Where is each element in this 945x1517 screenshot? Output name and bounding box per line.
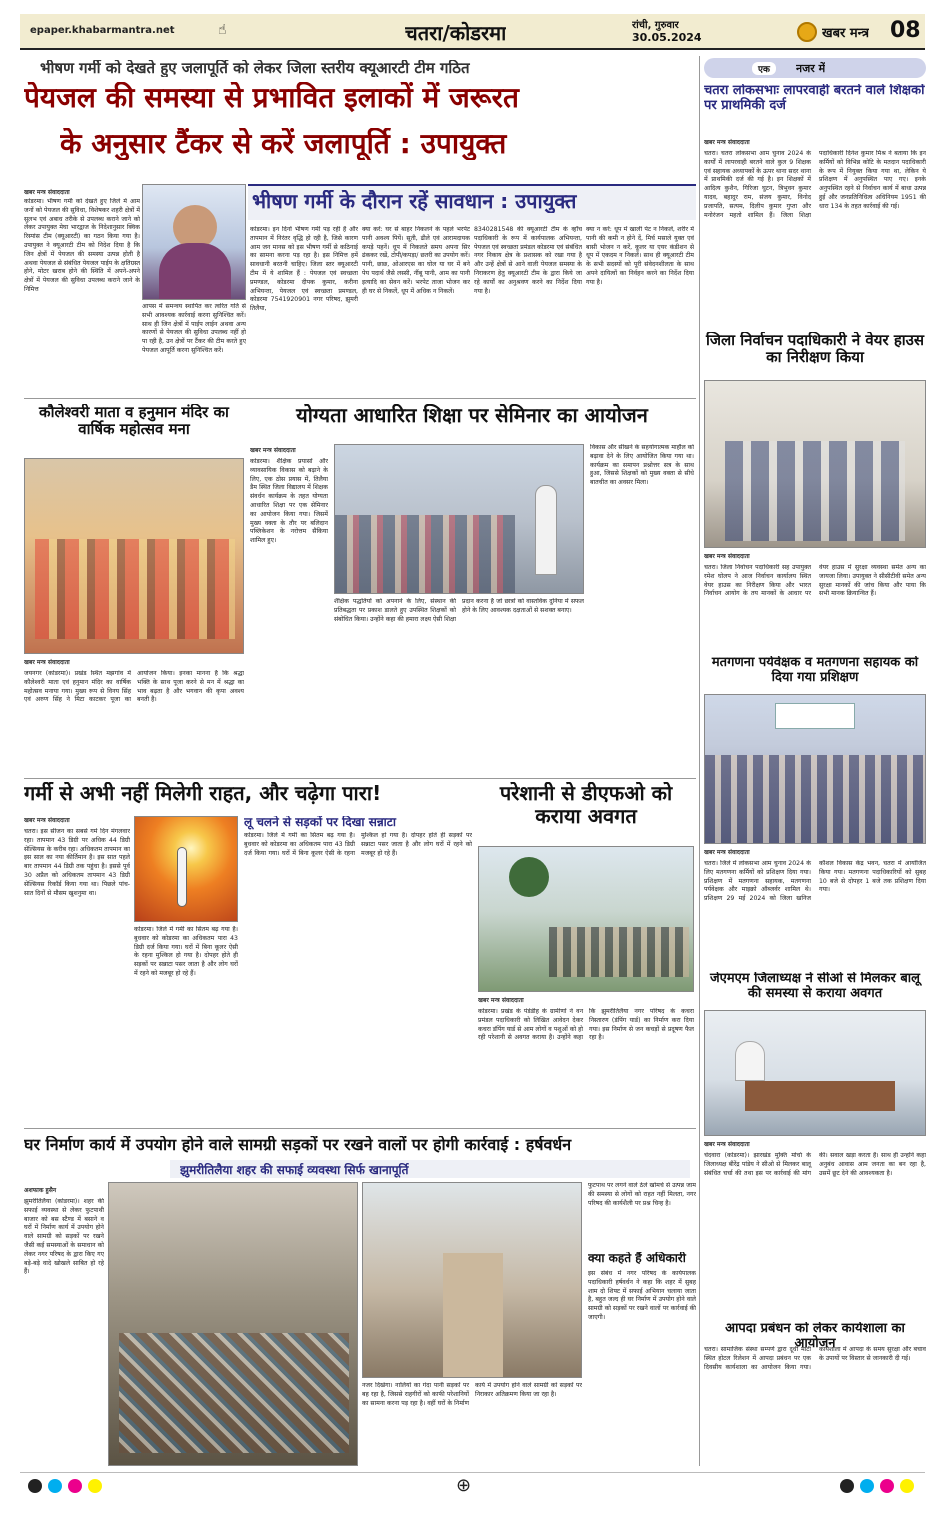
dfo-text: कोडरमा। प्रखंड के पंडेडीह के ग्रामीणों ने वन प्रमंडल पदाधिकारी को लिखित आवेदन देकर कचरा डंपिंग यार्ड से आम लोगों व पशुओं को हो रही परेशानी से अवगत कराया है। उन्होंने कहा कि झुमरीतिलैया नगर परिषद के कचरा निस्तारण (डंपिंग यार्ड) का निर्माण करा दिया गया। इस निर्माण से जन कचड़ों से प्रदूषण फैल रहा है। [478, 1008, 694, 1042]
housing-box-title: क्या कहते हैं अधिकारी [588, 1252, 686, 1265]
lead-headline-line-2: के अनुसार टैंकर से करें जलापूर्ति : उपायुक्त [60, 128, 507, 160]
lead-byline: खबर मन्त्र संवाददाता [24, 189, 70, 196]
heat-column-3: 8340281548 की क्यूआरटी टीम के व्हॉंच पदाधिकारी के रूप में कार्यपालक अभियन्ता, पेयजल एवं स्वच्छता प्रमंडल कोडरमा एवं संबंधित नगर निकाय क्षेत्र के प्रशासक को रखा गया है और उन्हें क्षेत्रों से आने वाली पेयजल समस्या के निराकरण हेतु क्यूआरटी टीम के द्वारा किये जा रहे कार्यों का अनुश्रवण करने का निर्देश दिया गया है। [474, 226, 582, 295]
housing-sub-headline: झुमरीतिलैया शहर की सफाई व्यवस्था सिर्फ खानापूर्ति [180, 1163, 409, 1177]
heat-column-1: कोडरमा। इन दिनों भीषण गर्मी पड़ रही है और तापमान में निरंतर वृद्धि हो रही है, जिसे कारण आम जन मानस को इस भीषण गर्मी से कठिनाई का सामना करना पड़ रहा है। इस निमित्त हमें सावधानी बरतनी चाहिए। जिला स्तर क्यूआरटी टीम में ये शामिल हैं : पेयजल एवं स्वच्छता प्रमण्डल, कोडरमा दीपक कुमार, करीना अभियन्ता, पेयजल एवं स्वच्छता प्रमण्डल, कोडरमा 7541920901 नगर परिषद, झुमरी तिलैया, [250, 226, 358, 313]
sun-photo [134, 816, 238, 922]
jmm-office-desk [745, 1081, 895, 1111]
weather-sub-text: कोडरमा। जिले में गर्मी का सितम बढ़ गया है। बुधवार को कोडरमा का अधिकतम पारा 43 डिग्री दर्ज किया गया। घरों में बिना कूलर ऐसी के रहना मुश्किल हो गया है। दोपहर होते ही सड़कों पर सन्नाटा पसर जाता है और लोग घरों में रहने को मजबूर हो रहे हैं। [244, 832, 472, 857]
lead-column-2: आपस में समन्वय स्थापित कर त्वरित गति से सभी आवश्यक कार्रवाई करना सुनिश्चित करें। साथ ही जिन क्षेत्रों में पाईप लाईन अथवा अन्य कारणों से पेयजल की सुविधा उपलब्ध नहीं हो पा रही है, उन क्षेत्रों पर टैंकर की टीम करते हुए पेयजल आपूर्ति करना सुनिश्चित करें। [142, 303, 246, 354]
palm-tree [509, 857, 549, 897]
officer-photo [142, 184, 246, 300]
seminar-photo [334, 444, 584, 594]
color-dot-8 [900, 1479, 914, 1493]
lead-column-1: कोडरमा। भीषण गर्मी को देखते हुए जिले में आम जनों को पेयजल की सुविधा, विशेषकर शहरी क्षेत्रों में सुलभ एवं अबाध तरीके से उपलब्ध कराने जाने को लेकर उपायुक्त मेघा भारद्वाज के निदेशानुसार क्विक रिस्पांस टीम (क्यूआरटी) का गठन किया गया है। उपायुक्त ने क्यूआरटी टीम को निदेश दिया है कि जिन क्षेत्रों में पेयजल की समस्या उत्पन्न होती है अथवा पेयजल से संबंधित पेयजल पाईप के क्षतिग्रस्त होने, मोटर खराब होने की स्थिति में अपने-अपने क्षेत्रों में पेयजल की सुविधा उपलब्ध कराने जाने के निमित्त [24, 198, 140, 293]
chatra-byline: खबर मन्त्र संवाददाता [704, 139, 750, 146]
villagers-group [549, 927, 689, 977]
seminar-text-3: विकास और सीखने के सहयोगात्मक माहौल को बढ़ावा देने के लिए आयोजित किया गया था। कार्यक्रम का समापन प्रश्नोत्तर सत्र के साथ हुआ, जिससे शिक्षकों को मुख्य वक्ता से सीधे बातचीत का अवसर मिला। [590, 444, 694, 487]
jmm-byline: खबर मन्त्र संवाददाता [704, 1141, 750, 1148]
dm-text: चतरा। जिला निर्वाचन पदाधिकारी सह उपायुक्त रमेश घोलप ने आज निर्वाचन कार्यालय स्थित वेयर हाउस का निरीक्षण किया और भारत निर्वाचन आयोग के तय मानकों के आधार पर वेयर हाउस में सुरक्षा व्यवस्था समेत अन्य का जायजा लिया। उपायुक्त ने सीसीटीवी समेत अन्य सुरक्षा मानकों की जांच किया और पाया कि सभी मानक क्रियान्वित हैं। [704, 564, 926, 598]
sidebar-tag-nazar: नजर में [796, 62, 826, 75]
seminar-text-2: शैक्षिक पद्धतियों को अपनाने के लिए, संस्थान की प्रतिबद्धता पर प्रकाश डालते हुए उपस्थित शिक्षकों को संबोधित किया। उन्होंने कहा की हमारा लक्ष्य ऐसी शिक्षा प्रदान करना है जो छात्रों को वास्तविक दुनिया में सफल होने के लिए आवश्यक दक्षताओं से सशक्त बनाए। [334, 598, 584, 623]
epaper-url[interactable]: epaper.khabarmantra.net [30, 25, 175, 36]
weather-text-2: कोडरमा। जिले में गर्मी का सितम बढ़ गया है। बुधवार को कोडरमा का अधिकतम पारा 43 डिग्री दर्ज किया गया। घरों में बिना कूलर ऐसी के रहना मुश्किल हो गया है। दोपहर होते ही सड़कों पर सन्नाटा पसर जाता है और लोग घरों में रहने को मजबूर हो रहे हैं। [134, 926, 238, 977]
housing-box-text: इस संबंध में नगर परिषद के कार्यपालक पदाधिकारी हर्षवर्धन ने कहा कि शहर में सुबह शाम दो शिफ्ट में सफाई अभियान चलाया जाता है, बहुत जल्द ही घर निर्माण में उपयोग होने वाले सामग्री को सड़कों पर रखने वालों पर कार्रवाई की जाएगी। [588, 1270, 696, 1321]
divider-bottom [24, 1128, 696, 1129]
color-dot-3 [68, 1479, 82, 1493]
jmm-person [735, 1041, 765, 1081]
cursor-icon: ☝ [218, 22, 227, 38]
color-dot-4 [88, 1479, 102, 1493]
housing-text-2: नजर दिखेगा। नालियों का गंदा पानी सड़कों पर बह रहा है, जिससे राहगीरों को काफी परेशानियों का सामना करना पड़ रहा है। वहीं घरों के निर्माण कार्य में उपयोग होने वाले सामग्री को सड़कों पर निराकार अतिक्रमण किया जा रहा है। [362, 1382, 582, 1407]
lead-kicker: भीषण गर्मी को देखते हुए जलापूर्ति को लेकर जिला स्तरीय क्यूआरटी टीम गठित [40, 60, 470, 77]
garbage-photo [108, 1182, 358, 1466]
seminar-headline: योग्यता आधारित शिक्षा पर सेमिनार का आयोजन [296, 404, 648, 427]
workshop-headline: आपदा प्रबंधन को लेकर कार्यशाला का आयोजन [725, 1322, 905, 1351]
housing-headline: घर निर्माण कार्य में उपयोग होने वाले सामग्री सड़कों पर रखने वालों पर होगी कार्रवाई : हर्षवर्धन [24, 1136, 572, 1154]
weather-sub-headline: लू चलने से सड़कों पर दिखा सन्नाटा [244, 816, 396, 829]
divider-mid [24, 778, 696, 779]
training-text: चतरा। जिले में लोकसभा आम चुनाव 2024 के लिए मतगणना कर्मियों को प्रशिक्षण दिया गया। प्रशिक्षण में मतगणना सहायक, मतगणना पर्यवेक्षक और माइक्रो ऑब्जर्वर शामिल थे। प्रशिक्षण 29 मई 2024 को जिला खनिज कौशल विकास केंद्र भवन, चतरा में आयोजित किया गया। मतगणना पदाधिकारियों को सुबह 10 बजे से दोपहर 1 बजे तक प्रशिक्षण दिया गया। [704, 860, 926, 903]
temple-devotees [35, 539, 235, 639]
masthead-bar [20, 14, 925, 50]
sidebar-divider [699, 56, 700, 1466]
city-day: रांची, गुरुवार [632, 20, 679, 31]
temple-text: जयनगर (कोडरमा)। प्रखंड स्थित मझगांव में कौलेश्वरी माता एवं हनुमान मंदिर का वार्षिक महोत्सव मनाया गया। मुख्य रूप से विनय सिंह एवं अरुण सिंह ने मिटा काटकर पूजा का आयोजन किया। इनका मानना है कि श्रद्धा भक्ति के साथ पूजा करने से मन में श्रद्धा का भाव बढ़ता है और भगवान की कृपा अवश्य बनती है। [24, 670, 244, 704]
dfo-headline: परेशानी से डीएफओ को कराया अवगत [499, 782, 673, 828]
seminar-speaker [535, 485, 557, 575]
section-title: चतरा/कोडरमा [405, 21, 507, 45]
issue-date: 30.05.2024 [632, 31, 702, 44]
sidebar-tag-ek: एक [752, 62, 776, 75]
weather-text: चतरा। इस सीजन का सबसे गर्म दिन मंगलवार रहा। तापमान 43 डिग्री पर अधिक 44 डिग्री सेल्सियस के करीब रहा। अधिकतम तापमान का इस साल का नया कीर्तिमान है। इस सात पहले बार तापमान 44 डिग्री तक पहुंचा है। इससे पूर्व 30 अप्रैल को अधिकतम तापमान 43 डिग्री सेल्सियस रिकॉर्ड किया गया था। पिछले पांच-सात दिनों से मौसम खुशनुमा था। [24, 828, 130, 897]
weather-headline: गर्मी से अभी नहीं मिलेगी राहत, और चढ़ेगा पारा! [24, 782, 382, 805]
photo-people-group [725, 441, 905, 541]
training-photo [704, 694, 926, 844]
lane-photo [362, 1182, 582, 1378]
seminar-text-1: कोडरमा। शैक्षिक प्रयासों और व्यावसायिक विकास को बढ़ाने के लिए, एक ठोस प्रयास में, तिलैया डैम स्थित जिला विद्यालय में शिक्षक संवर्धन कार्यक्रम के तहत योग्यता आधारित शिक्षा पर एक सेमिनार का आयोजन किया गया। जिसमें मुख्य वक्ता के तौर पर बलिदान पब्लिकेशन के नरोत्तम सैकिया शामिल हुए। [250, 458, 328, 545]
training-banner [775, 703, 855, 729]
heat-headline: भीषण गर्मी के दौरान रहें सावधान : उपायुक्त [252, 190, 577, 213]
brand-name: खबर मन्त्र [822, 26, 870, 41]
officer-figure-body [159, 243, 231, 300]
color-dot-5 [840, 1479, 854, 1493]
training-audience [705, 755, 926, 844]
color-dot-2 [48, 1479, 62, 1493]
jmm-headline: जेएमएम जिलाध्यक्ष ने सीओ से मिलकर बालू की समस्या से कराया अवगत [710, 972, 920, 1001]
housing-byline: अशफाक हुसैन [24, 1187, 57, 1194]
warehouse-photo [704, 380, 926, 548]
color-dot-7 [880, 1479, 894, 1493]
footer-bar [20, 1472, 925, 1498]
dfo-byline: खबर मन्त्र संवाददाता [478, 997, 524, 1004]
housing-text-1: झुमरीतिलैया (कोडरमा)। शहर की सफाई व्यवस्था से लेकर फुटपाथी बाजार को बस स्टैण्ड में बसाने व घरों में निर्माण कार्य में उपयोग होने वाले सामग्री को सड़कों पर रखने जैसी कई समस्याओं के समाधान को लेकर नगर परिषद के द्वारा किए गए बड़े-बड़े वादे खोखले साबित हो रहे हैं। [24, 1198, 104, 1276]
brand-logo-icon [797, 22, 817, 42]
heat-column-2: क्या करें: घर से बाहर निकलने के पहले भरपेट पानी अवश्य पियें। सूती, ढीले एवं आरामदायक कपड़े पहनें। धूप में निकलते समय अपना सिर ढंककर रखें, टोपी/कपड़ा/ छतरी का उपयोग करें। पानी, छाछ, ओआरएस का घोल या घर में बने पेय पदार्थ जैसे लस्सी, नींबू पानी, आम का पानी इत्यादि का सेवन करें। भरपेट ताजा भोजन कर ही घर से निकलें, धूप में अधिक न निकलें। [362, 226, 470, 295]
registration-mark-icon: ⊕ [456, 1475, 472, 1496]
chatra-text: चतरा। चतरा लोकसभा आम चुनाव 2024 के कार्यों में लापरवाही बरतने वाले कुल 9 शिक्षक एवं सहायक अध्यापकों के ऊपर थाना सदर थाना में प्राथमिकी दर्ज की गई है। इन शिक्षकों में आदित्य कुशैन, गिरिजा घुटन, त्रिभुवन कुमार यादव, बहादुर राम, संजय कुमार, विनोद प्रजापति, सत्यम, दिलीप कुमार गुप्ता और मनोरंजन महतो शामिल हैं। जिला शिक्षा पदाधिकारी दिनेश कुमार मिश्र ने बताया कि इन कर्मियों को विभिन्न कोटि के मतदान पदाधिकारी के रूप में नियुक्त किया गया था, लेकिन ये प्रशिक्षण में अनुपस्थित पाए गए। इनके अनुपस्थित रहने से निर्वाचन कार्य में बाधा उत्पन्न हुई और जनप्रतिनिधित्व अधिनियम 1951 की धारा 134 के तहत कार्रवाई की गई। [704, 150, 926, 219]
page-number: 08 [890, 18, 921, 43]
chatra-headline: चतरा लोकसभाः लापरवाही बरतने वाले शिक्षकों पर प्राथमिकी दर्ज [704, 84, 925, 113]
housing-text-3: फुटपाथ पर लगने वाले ठेले खोमचे से उत्पन्न जाम की समस्या से लोगों को राहत नहीं मिलता, नगर परिषद की कार्यशैली पर प्रश्न चिन्ह है। [588, 1182, 696, 1207]
color-dot-1 [28, 1479, 42, 1493]
lead-headline-line-1: पेयजल की समस्या से प्रभावित इलाकों में जरूरत [24, 82, 519, 114]
jmm-photo [704, 1010, 926, 1136]
dfo-photo [478, 846, 694, 992]
training-headline: मतगणना पर्यवेक्षक व मतगणना सहायक को दिया गया प्रशिक्षण [711, 656, 919, 685]
workshop-text: चतरा। सामाजिक संस्था सम्पर्ण द्वारा दूधी माटी स्थित होटल रिलेशन में आपदा प्रबंधन पर एक दिवसीय कार्यशाला का आयोजन किया गया। कार्यशाला में आपदा के समय सुरक्षा और बचाव के उपायों पर विस्तार से जानकारी दी गई। [704, 1346, 926, 1371]
divider-lead [24, 398, 696, 399]
sidebar-tag [704, 58, 926, 78]
color-dot-6 [860, 1479, 874, 1493]
temple-byline: खबर मन्त्र संवाददाता [24, 659, 70, 666]
garbage-pile [119, 1333, 349, 1453]
thermometer-icon [177, 847, 187, 907]
lane-path [443, 1253, 503, 1378]
training-byline: खबर मन्त्र संवाददाता [704, 849, 750, 856]
seminar-byline: खबर मन्त्र संवाददाता [250, 447, 296, 454]
weather-byline: खबर मन्त्र संवाददाता [24, 817, 70, 824]
jmm-text: चंदवारा (कोडरमा)। झारखंड मुक्ति मोर्चा के जिलाध्यक्ष बीरेंद्र पांडेय ने सीओ से मिलकर बालू संबंधित चर्चा की तथा इस पर कार्रवाई की मांग की। सवाल खड़ा करता है। साथ ही उन्होंने कहा अनुबंध आवास आम जनता का बन रहा है, उसमें छूट देने की आवश्यकता है। [704, 1152, 926, 1177]
temple-headline: कौलेश्वरी माता व हनुमान मंदिर का वार्षिक महोत्सव मना [39, 404, 229, 439]
dm-byline: खबर मन्त्र संवाददाता [704, 553, 750, 560]
seminar-audience [335, 515, 515, 594]
temple-photo [24, 458, 244, 654]
heat-column-4: क्या न करें: धूप में खाली पेट न निकलें, शरीर में पानी की कमी न होने दें, मिर्च मसाले युक्त एवं बासी भोजन न करें, कूलर या एयर कंडीशन से धूप में एकदम न निकलें। साथ ही क्यूआरटी टीम के सभी सदस्यों को पूरी संवेदनशीलता के साथ अपने दायित्वों का निर्वहन करने का निर्देश दिया गया है। [586, 226, 694, 286]
dm-headline: जिला निर्वाचन पदाधिकारी ने वेयर हाउस का निरीक्षण किया [705, 332, 925, 367]
